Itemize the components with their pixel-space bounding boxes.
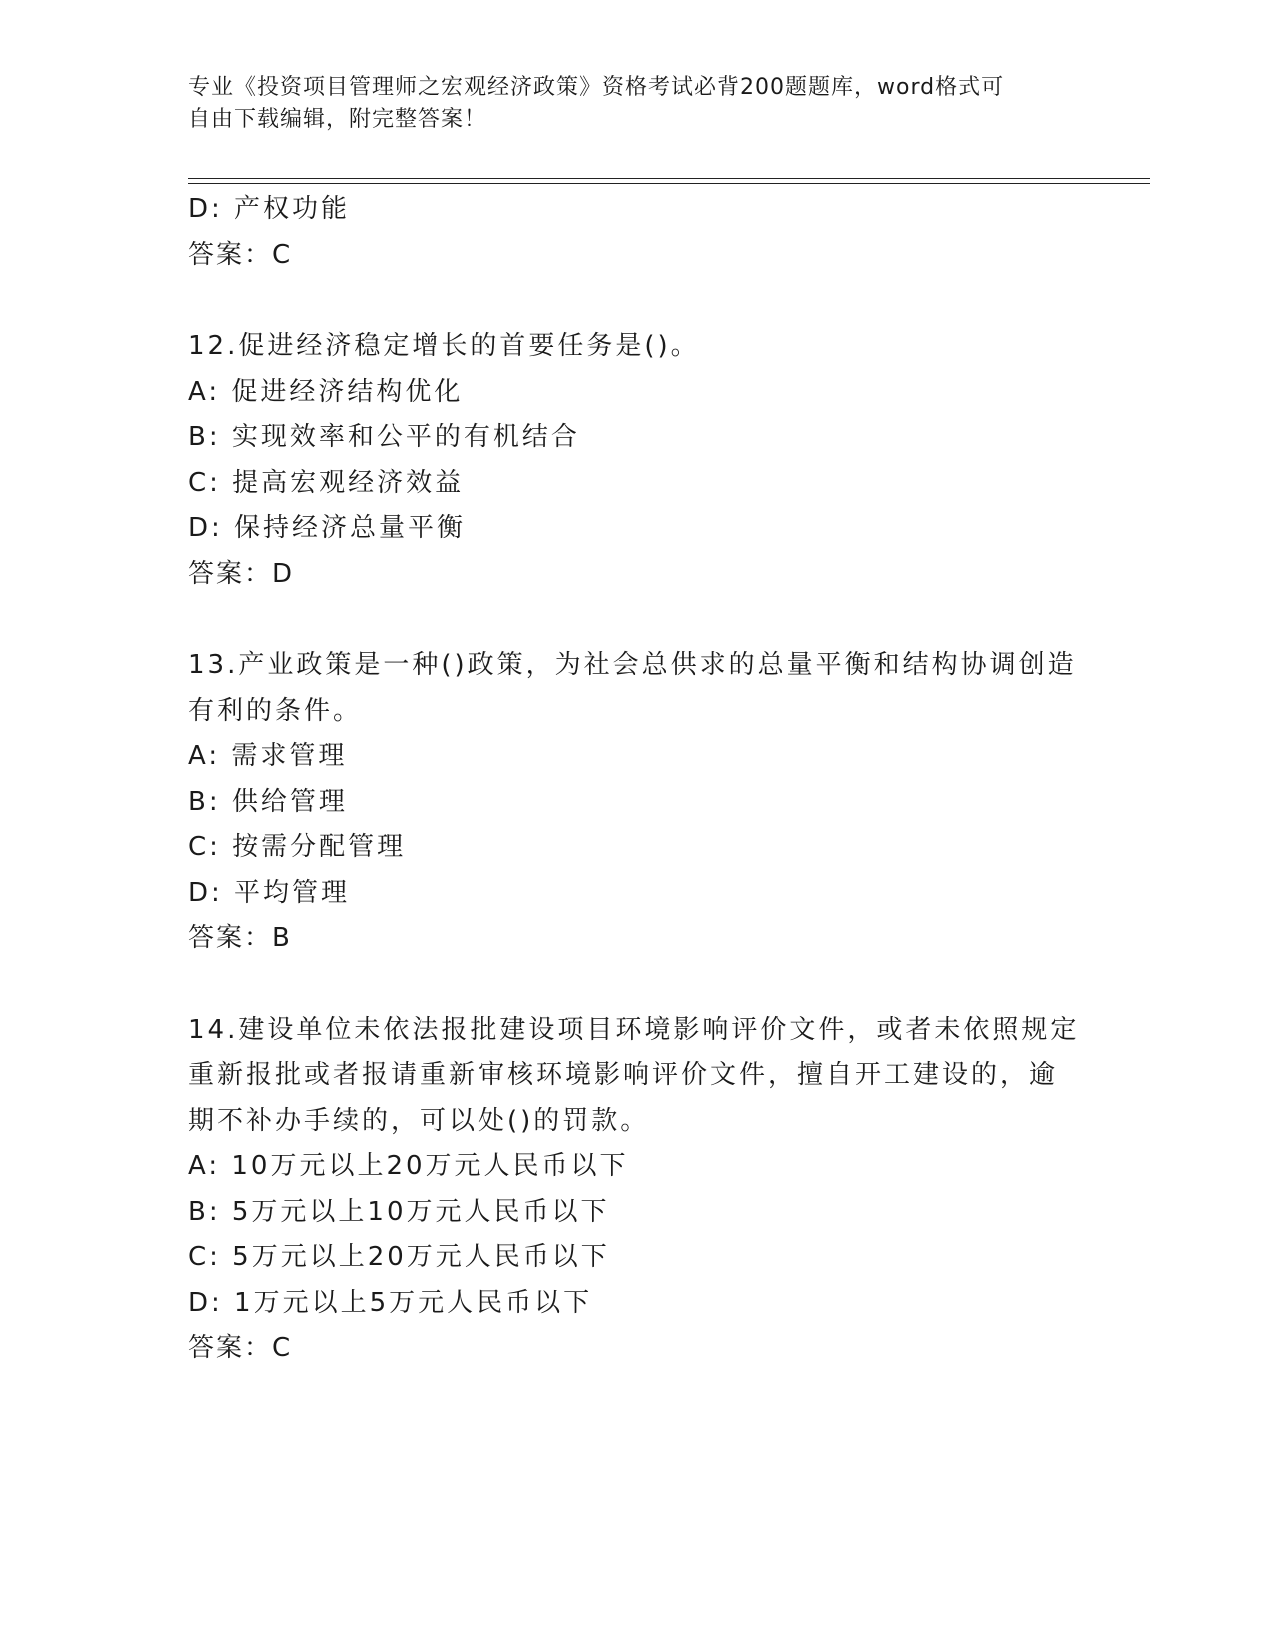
- question-14: [188, 1008, 1088, 1372]
- option-d: D: 保持经济总量平衡: [188, 513, 467, 543]
- question-stem: 12.促进经济稳定增长的首要任务是()。: [188, 331, 700, 361]
- question-stem-line-1: 13.产业政策是一种()政策，为社会总供求的总量平衡和结构协调创造: [188, 650, 1077, 680]
- header-line-1: 专业《投资项目管理师之宏观经济政策》资格考试必背200题题库，word格式可: [188, 75, 1005, 100]
- option-b: B: 5万元以上10万元人民币以下: [188, 1196, 610, 1227]
- option-d: D: 产权功能: [188, 194, 351, 224]
- question-13: [188, 643, 1088, 962]
- option-b: B: 供给管理: [188, 786, 348, 817]
- spacer: [188, 597, 1088, 643]
- answer-line: 答案：C: [188, 1333, 293, 1363]
- header-divider-bottom: [188, 183, 1150, 184]
- question-stem-line-2: 有利的条件。: [188, 695, 363, 726]
- option-d: D: 平均管理: [188, 877, 351, 908]
- option-a: A: 促进经济结构优化: [188, 376, 464, 407]
- question-12: [188, 324, 1088, 597]
- answer-line: 答案：D: [188, 558, 295, 589]
- header-divider-top: [188, 178, 1150, 179]
- header-line-2: 自由下载编辑，附完整答案！: [188, 107, 488, 132]
- spacer: [188, 278, 1088, 324]
- question-stem-line-1: 14.建设单位未依法报批建设项目环境影响评价文件，或者未依照规定: [188, 1014, 1080, 1045]
- option-d: D: 1万元以上5万元人民币以下: [188, 1287, 593, 1318]
- option-c: C: 5万元以上20万元人民币以下: [188, 1242, 610, 1272]
- option-b: B: 实现效率和公平的有机结合: [188, 422, 580, 452]
- answer-line: 答案：C: [188, 239, 293, 270]
- option-c: C: 提高宏观经济效益: [188, 467, 465, 498]
- answer-line: 答案：B: [188, 923, 292, 953]
- question-stem-line-2: 重新报批或者报请重新审核环境影响评价文件，擅自开工建设的，逾: [188, 1060, 1059, 1090]
- question-stem-line-3: 期不补办手续的，可以处()的罚款。: [188, 1105, 650, 1136]
- document-header: [188, 72, 1068, 136]
- question-content: [188, 187, 1088, 1372]
- option-a: A: 需求管理: [188, 741, 348, 771]
- option-a: A: 10万元以上20万元人民币以下: [188, 1151, 629, 1181]
- option-c: C: 按需分配管理: [188, 832, 407, 862]
- question-11-tail: [188, 187, 1088, 278]
- spacer: [188, 962, 1088, 1008]
